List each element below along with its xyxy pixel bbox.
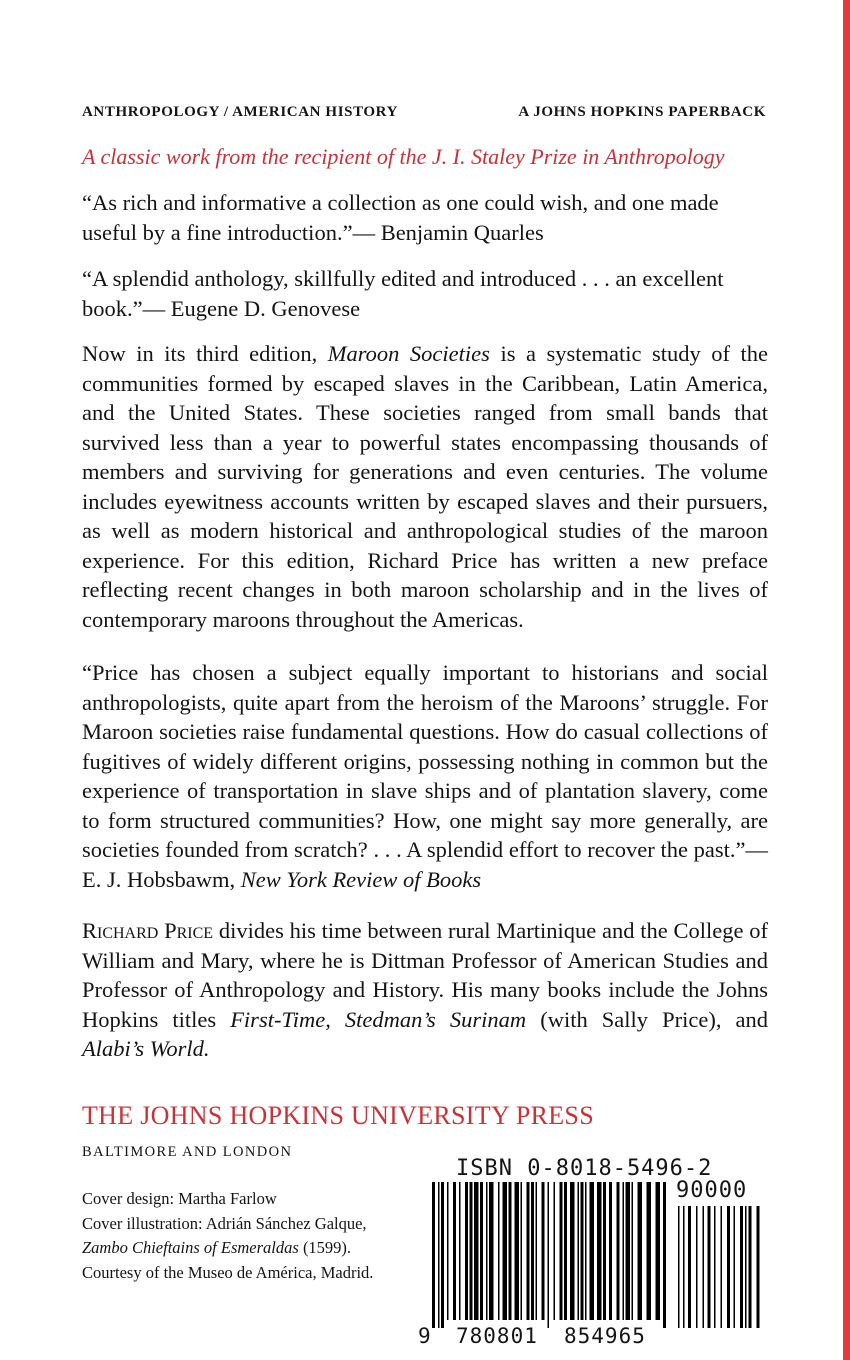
barcode-left-group: 780801 — [456, 1324, 538, 1348]
barcode-addon-bar — [714, 1206, 716, 1328]
barcode-bar — [447, 1182, 449, 1320]
barcode-addon-bar — [703, 1206, 705, 1328]
barcode-bar — [459, 1182, 461, 1320]
barcode-first-digit: 9 — [418, 1324, 431, 1348]
bio-text: (with Sally Price), and — [540, 1006, 769, 1032]
credit-artwork — [82, 1236, 462, 1261]
isbn-number: ISBN 0-8018-5496-2 — [456, 1156, 713, 1181]
quote-attribution: — E. J. Hobsbawm, — [82, 837, 768, 892]
barcode-addon-bar — [745, 1206, 747, 1328]
barcode-bar — [548, 1182, 550, 1328]
quote-hobsbawm — [82, 658, 768, 894]
quote-text: “A splendid anthology, skillfully edited and introduced . . . an excellent book.” — [82, 266, 724, 321]
credit-courtesy: Courtesy of the Museo de América, Madrid. — [82, 1262, 374, 1282]
barcode-bar — [564, 1182, 567, 1320]
barcode-bar — [521, 1182, 523, 1320]
publisher-name: THE JOHNS HOPKINS UNIVERSITY PRESS — [82, 1101, 594, 1130]
barcode-bar — [585, 1182, 587, 1320]
barcode-addon-bar — [727, 1206, 730, 1328]
barcode-bar — [623, 1182, 625, 1320]
quote-text: “Price has chosen a subject equally important to historians and social anthropologists, quite apart from the heroism of the Maroons’ struggle. For Maroon societies raise fundamental questions. How do casual collections of fugitives of widely different origins, possessing nothing in common but the experience of transportation in slave ships and of plantation slavery, come to form structured communities? How, one might say more generally, are societies founded from scratch? . . . A splendid effort to recover the past.” — [82, 660, 768, 862]
barcode-bar — [498, 1182, 500, 1320]
barcode-bar — [603, 1182, 606, 1320]
isbn-barcode — [416, 1156, 764, 1350]
book-title-stedman: Stedman’s Surinam — [344, 1006, 527, 1032]
publisher-place: BALTIMORE AND LONDON — [82, 1144, 293, 1160]
quote-attribution: — Eugene D. Genovese — [142, 295, 361, 321]
book-title: Maroon Societies — [327, 341, 490, 366]
barcode-addon-bar — [678, 1206, 680, 1328]
barcode-addon-bar — [688, 1206, 691, 1328]
barcode-addon-bar — [696, 1206, 698, 1328]
credit-illustration: Cover illustration: Adrián Sánchez Galque, — [82, 1213, 367, 1233]
quote-source: New York Review of Books — [240, 866, 482, 892]
series-label: A JOHNS HOPKINS PAPERBACK — [518, 104, 766, 120]
barcode-bar — [515, 1182, 520, 1320]
barcode-bar — [453, 1182, 456, 1320]
author-name: Richard Price — [82, 918, 214, 943]
barcode-bar — [441, 1182, 444, 1328]
barcode-bar — [503, 1182, 508, 1320]
barcode-bar — [489, 1182, 494, 1320]
barcode-bar — [531, 1182, 534, 1320]
barcode-bar — [432, 1182, 435, 1328]
barcode-bar — [663, 1182, 666, 1328]
barcode-bar — [617, 1182, 620, 1320]
barcode-bar — [590, 1182, 595, 1320]
category-label: ANTHROPOLOGY / AMERICAN HISTORY — [82, 104, 399, 120]
barcode-addon-bar — [757, 1206, 760, 1328]
barcode-bar — [542, 1182, 545, 1320]
barcode-bar — [647, 1182, 652, 1320]
author-bio — [82, 916, 768, 1064]
barcode-bar — [470, 1182, 473, 1320]
barcode-bar — [560, 1182, 563, 1320]
book-title-alabi: Alabi’s World. — [82, 1036, 210, 1061]
barcode-bar — [632, 1182, 634, 1320]
book-description — [82, 339, 768, 634]
barcode-right-group: 854965 — [564, 1324, 646, 1348]
barcode-addon-bar — [683, 1206, 685, 1328]
barcode-bar — [638, 1182, 643, 1320]
bio-text: divides his time between rural Martinique and the College of William and Mary, where he is Dittman Professor of American Studies and Professor of Anthropology and History. His many books include the Johns Hopkins titles — [82, 918, 768, 1032]
barcode-bar — [486, 1182, 488, 1320]
barcode-bar — [474, 1182, 479, 1320]
barcode-bar — [609, 1182, 612, 1320]
barcode-bar — [438, 1182, 440, 1328]
barcode-bar — [626, 1182, 631, 1320]
barcode-addon-digits: 90000 — [676, 1178, 748, 1203]
barcode-addon-bar — [708, 1206, 711, 1328]
barcode-bar — [597, 1182, 602, 1320]
barcode-bar — [536, 1182, 538, 1320]
barcode-bar — [527, 1182, 530, 1320]
barcode-bar — [509, 1182, 512, 1320]
tagline: A classic work from the recipient of the J. I. Staley Prize in Anthropology — [82, 144, 725, 169]
description-intro: Now in its third edition, — [82, 341, 318, 366]
quote-text: “As rich and informative a collection as one could wish, and one made useful by a fine introduction.” — [82, 190, 719, 245]
barcode-addon-bar — [740, 1206, 743, 1328]
description-body: is a systematic study of the communities formed by escaped slaves in the Caribbean, Latin America, and the United States. These societies ranged from small bands that survived less than a year to powerful states encompassing thousands of members and surviving for generations and even centuries. The volume includes eyewitness accounts written by escaped slaves and their pursuers, as well as modern historical and anthropological studies of the maroon experience. For this edition, Richard Price has written a new preface reflecting recent changes in both maroon scholarship and in the lives of contemporary maroons throughout the Americas. — [82, 341, 769, 632]
artwork-year: (1599). — [302, 1238, 352, 1257]
book-title-first-time: First-Time, — [230, 1006, 331, 1032]
barcode-bar — [570, 1182, 575, 1320]
quote-genovese — [82, 264, 768, 323]
barcode-bar — [480, 1182, 483, 1320]
artwork-title: Zambo Chieftains of Esmeraldas — [82, 1238, 299, 1257]
barcode-bar — [578, 1182, 580, 1320]
quote-quarles — [82, 188, 768, 247]
cover-edge-stripe — [843, 0, 850, 1360]
barcode-addon-bar — [749, 1206, 752, 1328]
barcode-addon-bar — [734, 1206, 736, 1328]
barcode-bar — [581, 1182, 584, 1320]
barcode-bar — [465, 1182, 468, 1320]
barcode-addon-bar — [721, 1206, 723, 1328]
cover-credits — [82, 1187, 462, 1285]
quote-attribution: — Benjamin Quarles — [352, 219, 544, 245]
barcode-bar — [554, 1182, 556, 1320]
barcode-bar — [656, 1182, 661, 1320]
credit-design: Cover design: Martha Farlow — [82, 1189, 277, 1208]
barcode-bars — [416, 1182, 764, 1328]
